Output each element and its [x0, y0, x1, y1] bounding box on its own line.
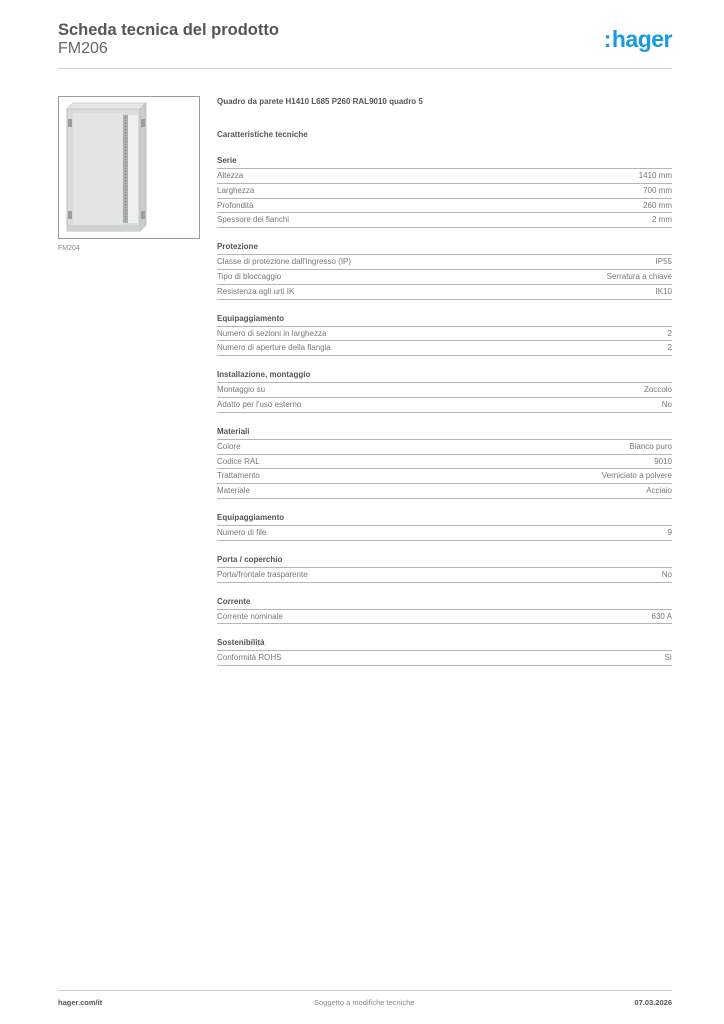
group-title: Equipaggiamento: [217, 314, 672, 327]
header-divider: [58, 68, 672, 69]
spec-section-title: Caratteristiche tecniche: [217, 130, 308, 139]
spec-row: Profondità 260 mm: [217, 199, 672, 214]
group-title: Corrente: [217, 597, 672, 610]
product-image: [58, 96, 200, 239]
spec-content: [217, 96, 672, 666]
spec-row: Codice RAL 9010: [217, 455, 672, 470]
hager-logo: :hager: [603, 26, 672, 52]
group-title: Sostenibilità: [217, 638, 672, 651]
spec-row: Colore Bianco puro: [217, 440, 672, 455]
spec-row: Classe di protezione dall'ingresso (IP) IP55: [217, 255, 672, 270]
group-title: Installazione, montaggio: [217, 370, 672, 383]
spec-row: Resistenza agli urti IK IK10: [217, 285, 672, 300]
spec-group-equipaggiamento: [217, 314, 672, 357]
spec-row: Larghezza 700 mm: [217, 184, 672, 199]
spec-row: Conformità ROHS Sì: [217, 651, 672, 666]
spec-group-protezione: [217, 242, 672, 299]
footer-date: 07.03.2026: [634, 998, 672, 1007]
spec-row: Numero di sezioni in larghezza 2: [217, 327, 672, 342]
spec-group-corrente: [217, 597, 672, 625]
spec-row: Altezza 1410 mm: [217, 169, 672, 184]
footer-notice: Soggetto a modifiche tecniche: [314, 998, 415, 1007]
spec-row: Materiale Acciaio: [217, 484, 672, 499]
spec-row: Corrente nominale 630 A: [217, 610, 672, 625]
product-code: FM206: [58, 40, 108, 57]
spec-row: Adatto per l'uso esterno No: [217, 398, 672, 413]
logo-colon-icon: :: [603, 26, 611, 52]
spec-row: Numero di file 9: [217, 526, 672, 541]
spec-group-sostenibilita: [217, 638, 672, 666]
group-title: Equipaggiamento: [217, 513, 672, 526]
group-title: Porta / coperchio: [217, 555, 672, 568]
cabinet-enclosure-image: [59, 97, 199, 238]
spec-group-materiali: [217, 427, 672, 499]
group-title: Protezione: [217, 242, 672, 255]
group-title: Serie: [217, 156, 672, 169]
footer-website-link[interactable]: hager.com/it: [58, 998, 103, 1007]
spec-group-equipaggiamento-2: [217, 513, 672, 541]
spec-group-installazione: [217, 370, 672, 413]
spec-row: Trattamento Verniciato a polvere: [217, 469, 672, 484]
page-title: Scheda tecnica del prodotto: [58, 21, 279, 39]
product-name: Quadro da parete H1410 L685 P260 RAL9010 quadro 5: [217, 97, 423, 106]
spec-row: Tipo di bloccaggio Serratura a chiave: [217, 270, 672, 285]
spec-group-serie: [217, 156, 672, 228]
spec-row: Porta/frontale trasparente No: [217, 568, 672, 583]
spec-row: Montaggio su Zoccolo: [217, 383, 672, 398]
spec-row: Numero di aperture della flangia 2: [217, 341, 672, 356]
group-title: Materiali: [217, 427, 672, 440]
spec-row: Spessore dei fianchi 2 mm: [217, 213, 672, 228]
image-caption: FM204: [58, 245, 80, 252]
spec-group-porta: [217, 555, 672, 583]
footer-divider: [58, 990, 672, 991]
document-header: [58, 20, 672, 58]
